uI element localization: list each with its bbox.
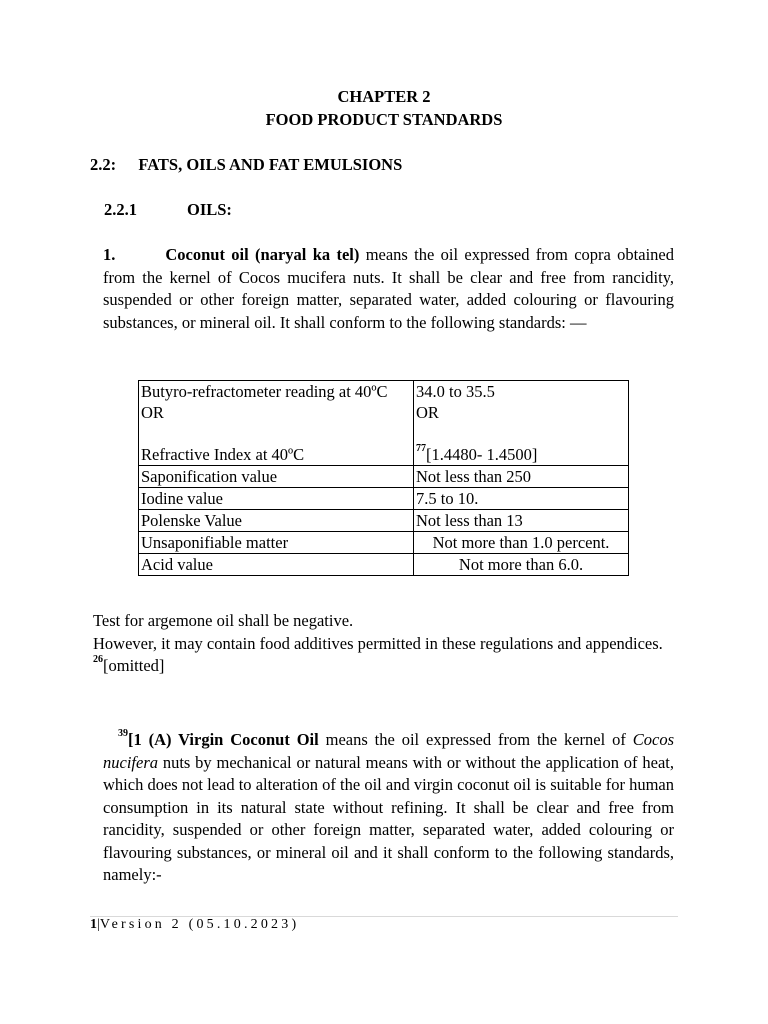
table-cell-value: Not more than 6.0. [414,554,629,576]
argemone-note: Test for argemone oil shall be negative. [93,611,354,630]
table-cell-param: Iodine value [139,488,414,510]
page-footer [90,917,299,933]
table-row [139,466,629,488]
species-name: Cocos nucifera [103,730,674,772]
chapter-title: FOOD PRODUCT STANDARDS [265,110,503,129]
version-label: Version 2 (05.10.2023) [99,917,300,932]
table-row [139,532,629,554]
coconut-oil-definition: means the oil expressed from copra obtained from the kernel of Cocos mucifera nuts. It shall be clear and free from rancidity, suspended or other foreign matter, separated water, added colouring or flavouring substances, or mineral oil. It shall conform to the following standards: — [103,245,674,332]
item-number: 1. [103,245,116,264]
table-cell-value: 7.5 to 10. [414,488,629,510]
table-row [139,554,629,576]
virgin-coconut-oil-term: [1 (A) Virgin Coconut Oil [128,730,319,749]
footer-separator: | [97,917,100,932]
section-number: 2.2: [90,155,117,174]
coconut-oil-standards-table [138,380,629,576]
table-row [139,381,629,466]
table-cell-value: Not more than 1.0 percent. [414,532,629,554]
table-cell-param: Butyro-refractometer reading at 40ºC OR Refractive Index at 40ºC [139,381,414,466]
additives-note: However, it may contain food additives permitted in these regulations and appendices. [93,633,663,653]
subsection-title: OILS: [187,200,232,219]
table-row [139,488,629,510]
table-cell-param: Saponification value [139,466,414,488]
table-cell-param: Acid value [139,554,414,576]
table-cell-value: 34.0 to 35.5 OR $^{77}$[1.4480- 1.4500] [414,381,629,466]
section-title: FATS, OILS AND FAT EMULSIONS [138,155,403,174]
notes-block [93,610,674,678]
table-row [139,510,629,532]
coconut-oil-paragraph [103,244,674,334]
page-number: 1 [90,917,97,932]
omitted-note: $^{26}$[omitted] [93,654,165,675]
table-cell-value: Not less than 13 [414,510,629,532]
coconut-oil-term: Coconut oil (naryal ka tel) [165,245,360,264]
subsection-heading [104,200,137,220]
amendment-ref: 39 [118,728,128,739]
table-cell-param: Polenske Value [139,510,414,532]
chapter-heading: CHAPTER 2 [337,87,431,106]
subsection-number: 2.2.1 [104,200,137,219]
section-heading [90,155,402,175]
virgin-coconut-oil-paragraph: $^{39}$[1 (A) Virgin Coconut Oil means the oil expressed from the kernel of Cocos nucifera nuts by mechanical or natural means with or without the application of heat, which does not lead to alteration of the oil and virgin coconut oil is suitable for human consumption in its natural state without refining. It shall be clear and free from rancidity, suspended or other foreign matter, separated water, added colouring or flavouring substances, or mineral oil and it shall conform to the following standards, namely:- [103,728,674,884]
table-cell-value: Not less than 250 [414,466,629,488]
table-cell-param: Unsaponifiable matter [139,532,414,554]
